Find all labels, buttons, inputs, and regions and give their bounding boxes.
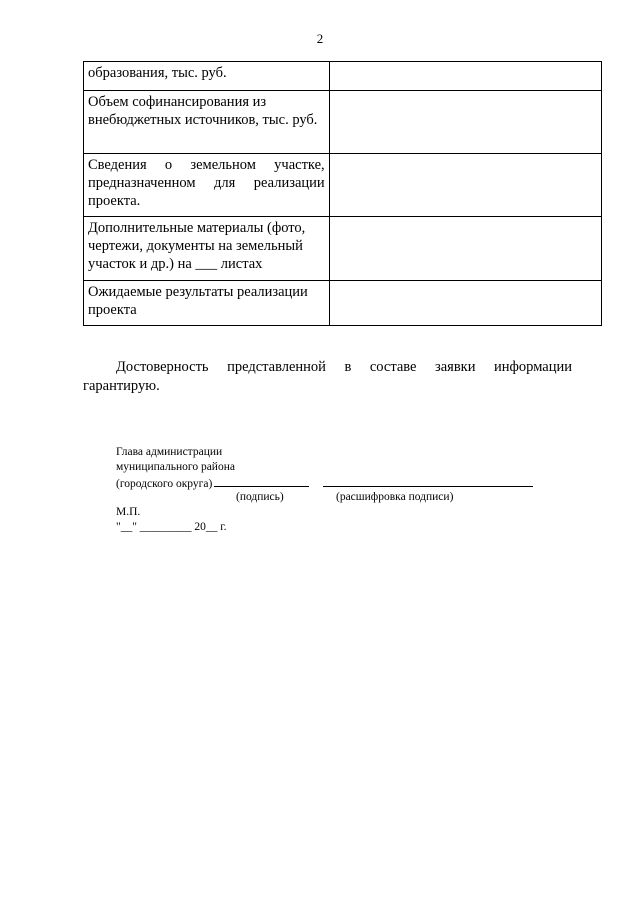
decoding-caption: (расшифровка подписи) <box>336 491 454 503</box>
signature-title-line3 <box>116 475 546 490</box>
table-row <box>84 281 602 326</box>
signature-captions <box>116 490 546 505</box>
signature-title-line2: муниципального района <box>116 461 235 473</box>
table-row <box>84 62 602 91</box>
table-cell-value <box>329 154 601 217</box>
table-cell-value <box>329 217 601 281</box>
table-row <box>84 154 602 217</box>
application-table <box>83 61 602 326</box>
table-cell-value <box>329 281 601 326</box>
guarantee-paragraph: Достоверность представленной в составе заявки информации гарантирую. <box>83 359 572 394</box>
table-cell-label: Сведения о земельном участке, предназначенном для реализации проекта. <box>84 154 330 217</box>
page-number: 2 <box>316 31 324 46</box>
table-cell-value <box>329 91 601 154</box>
table-row <box>84 91 602 154</box>
table-cell-label: Объем софинансирования из внебюджетных источников, тыс. руб. <box>84 91 330 154</box>
signature-blank <box>214 475 309 487</box>
table-cell-value <box>329 62 601 91</box>
signature-title-line1: Глава администрации <box>116 446 223 458</box>
table-cell-label: образования, тыс. руб. <box>84 62 330 91</box>
table-cell-label: Дополнительные материалы (фото, чертежи, документы на земельный участок и др.) на ___ листах <box>84 217 330 281</box>
signature-caption: (подпись) <box>236 491 284 503</box>
date-line: "__" _________ 20__ г. <box>116 521 227 533</box>
stamp-label: М.П. <box>116 506 141 518</box>
signature-title-line3-text: (городского округа) <box>116 478 213 490</box>
table-cell-label: Ожидаемые результаты реализации проекта <box>84 281 330 326</box>
table-row <box>84 217 602 281</box>
signature-block <box>116 445 546 535</box>
decoding-blank <box>323 475 533 487</box>
